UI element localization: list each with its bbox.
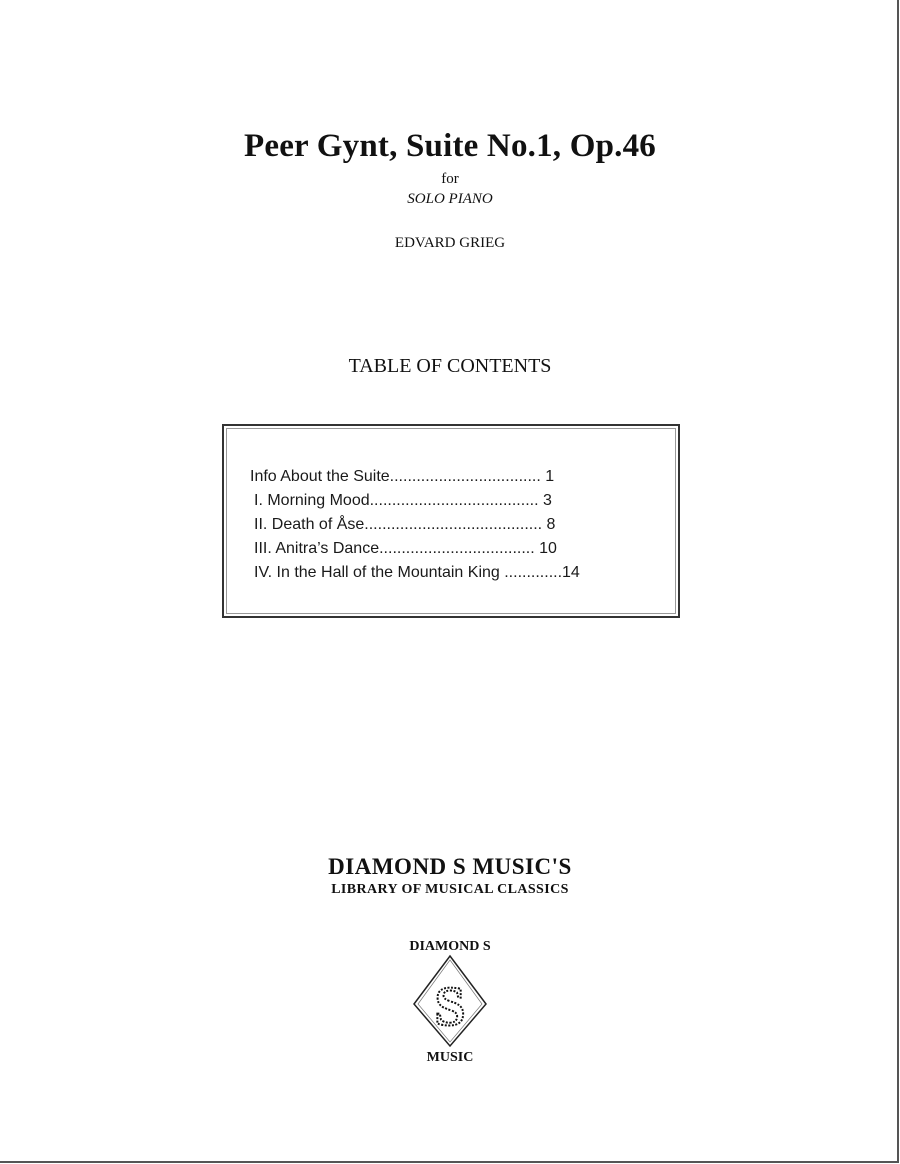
toc-entry-death-of-ase: II. Death of Åse........................................ 8: [254, 516, 556, 533]
logo-bottom-text: MUSIC: [426, 1050, 474, 1064]
library-name: LIBRARY OF MUSICAL CLASSICS: [331, 882, 569, 897]
logo-top-text: DIAMOND S: [409, 939, 491, 954]
instrument-label: SOLO PIANO: [407, 191, 493, 207]
composer-name: EDVARD GRIEG: [394, 235, 506, 251]
toc-entry-info: Info About the Suite.................................. 1: [250, 468, 555, 485]
for-label: for: [441, 171, 459, 187]
toc-heading: TABLE OF CONTENTS: [348, 355, 552, 377]
logo-letter: S: [434, 976, 466, 1038]
document-title: Peer Gynt, Suite No.1, Op.46: [244, 128, 656, 164]
toc-list: [250, 465, 580, 585]
publisher-name: DIAMOND S MUSIC'S: [328, 854, 572, 879]
diamond-s-logo: [400, 934, 500, 1064]
toc-entry-morning-mood: I. Morning Mood...................................... 3: [254, 492, 552, 509]
toc-entry-mountain-king: IV. In the Hall of the Mountain King .............14: [254, 564, 580, 581]
toc-entry-anitras-dance: III. Anitra’s Dance................................... 10: [254, 540, 557, 557]
